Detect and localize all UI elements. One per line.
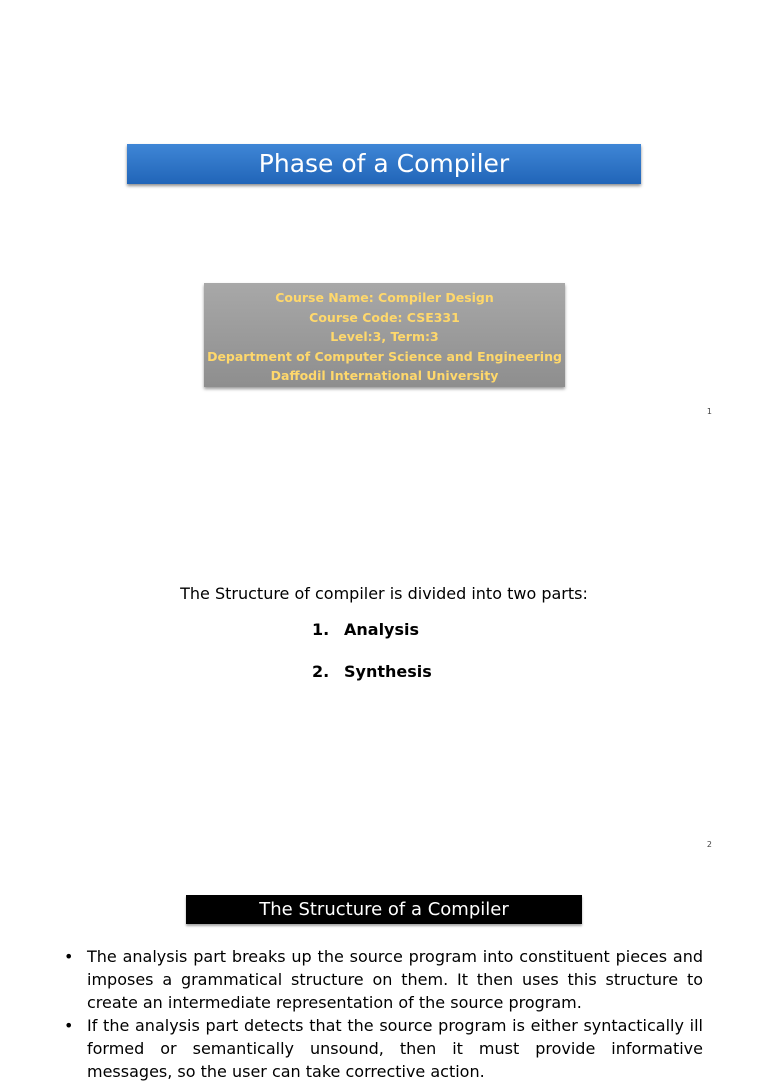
page-number: 2	[706, 840, 712, 849]
course-info-box	[204, 283, 565, 387]
intro-text: The Structure of compiler is divided into two parts:	[180, 584, 588, 603]
section-title: The Structure of a Compiler	[186, 895, 582, 924]
course-name: Course Name: Compiler Design	[275, 290, 494, 305]
list-item	[64, 945, 703, 1014]
list-item-label: Synthesis	[344, 662, 432, 681]
parts-list	[312, 620, 432, 704]
list-item	[312, 662, 432, 704]
course-level-term: Level:3, Term:3	[330, 329, 439, 344]
slide-1	[0, 0, 768, 432]
list-item	[312, 620, 432, 662]
course-department: Department of Computer Science and Engineering	[207, 348, 562, 364]
course-university: Daffodil International University	[270, 368, 499, 383]
list-item-number: 1.	[312, 620, 330, 639]
slide-2	[0, 432, 768, 865]
course-code: Course Code: CSE331	[309, 309, 460, 325]
bullet-list	[64, 945, 703, 1083]
list-item-label: Analysis	[344, 620, 420, 639]
slide-title: Phase of a Compiler	[127, 144, 641, 184]
page-number: 1	[706, 407, 712, 416]
bullet-icon: •	[64, 1016, 74, 1035]
bullet-text: If the analysis part detects that the source program is either syntactically ill formed or semantically unsound, then it must provide informative messages, so the user can take corrective action.	[87, 1016, 703, 1081]
bullet-text: The analysis part breaks up the source program into constituent pieces and imposes a grammatical structure on them. It then uses this structure to create an intermediate representation of the source program.	[87, 947, 703, 1012]
bullet-icon: •	[64, 947, 74, 966]
slide-3	[0, 865, 768, 1081]
list-item-number: 2.	[312, 662, 330, 681]
list-item	[64, 1014, 703, 1083]
